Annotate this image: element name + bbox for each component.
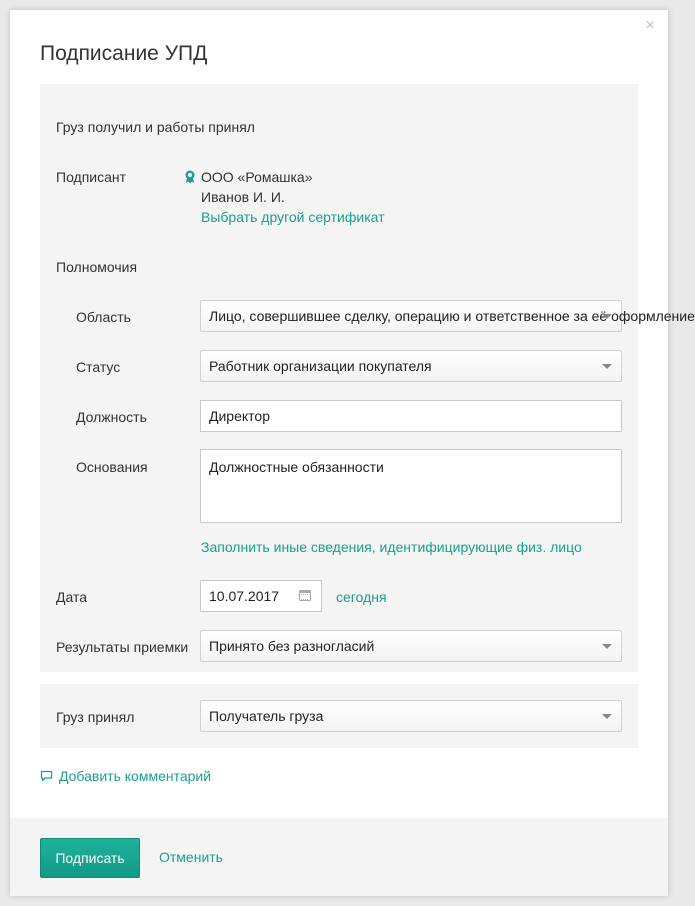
status-label: Статус [76, 359, 121, 375]
acceptance-label: Результаты приемки [56, 639, 189, 655]
chevron-down-icon [602, 714, 612, 719]
signing-details-panel [40, 84, 695, 672]
position-label: Должность [76, 409, 147, 425]
date-label: Дата [56, 589, 88, 605]
sign-upd-dialog [10, 10, 695, 896]
area-value: Лицо, совершившее сделку, операцию и ответственное за её оформление [209, 308, 695, 324]
sign-button[interactable]: Подписать [40, 838, 140, 878]
today-link[interactable]: сегодня [336, 589, 387, 605]
cargo-received-label: Груз принял [56, 709, 135, 725]
grounds-textarea[interactable]: Должностные обязанности [200, 449, 622, 523]
add-comment-link[interactable]: Добавить комментарий [59, 768, 212, 784]
dialog-footer [10, 818, 668, 896]
cargo-panel [40, 684, 638, 748]
status-value: Работник организации покупателя [209, 358, 432, 374]
cancel-link[interactable]: Отменить [159, 849, 223, 865]
signer-org: ООО «Ромашка» [201, 169, 313, 185]
panel-header-text: Груз получил и работы принял [56, 119, 255, 135]
position-input[interactable]: Директор [200, 400, 622, 432]
change-certificate-link[interactable]: Выбрать другой сертификат [201, 209, 385, 225]
grounds-label: Основания [76, 459, 148, 475]
signer-person: Иванов И. И. [201, 189, 285, 205]
dialog-title: Подписание УПД [40, 42, 208, 65]
cargo-received-select[interactable] [200, 700, 622, 732]
chevron-down-icon [602, 314, 612, 319]
chevron-down-icon [602, 644, 612, 649]
acceptance-value: Принято без разногласий [209, 638, 375, 654]
certificate-icon [184, 170, 196, 184]
area-select[interactable] [200, 300, 695, 332]
chevron-down-icon [602, 364, 612, 369]
signer-label: Подписант [56, 169, 127, 185]
date-input[interactable] [200, 580, 322, 612]
acceptance-select[interactable] [200, 630, 622, 662]
status-select[interactable] [200, 350, 622, 382]
fill-other-info-link[interactable]: Заполнить иные сведения, идентифицирующие физ. лицо [201, 539, 582, 555]
area-label: Область [76, 309, 131, 325]
close-icon[interactable]: × [645, 17, 655, 34]
calendar-icon[interactable] [299, 590, 311, 601]
date-value: 10.07.2017 [209, 588, 280, 604]
cargo-received-value: Получатель груза [209, 708, 324, 724]
powers-label: Полномочия [56, 259, 138, 275]
comment-icon [40, 770, 53, 782]
